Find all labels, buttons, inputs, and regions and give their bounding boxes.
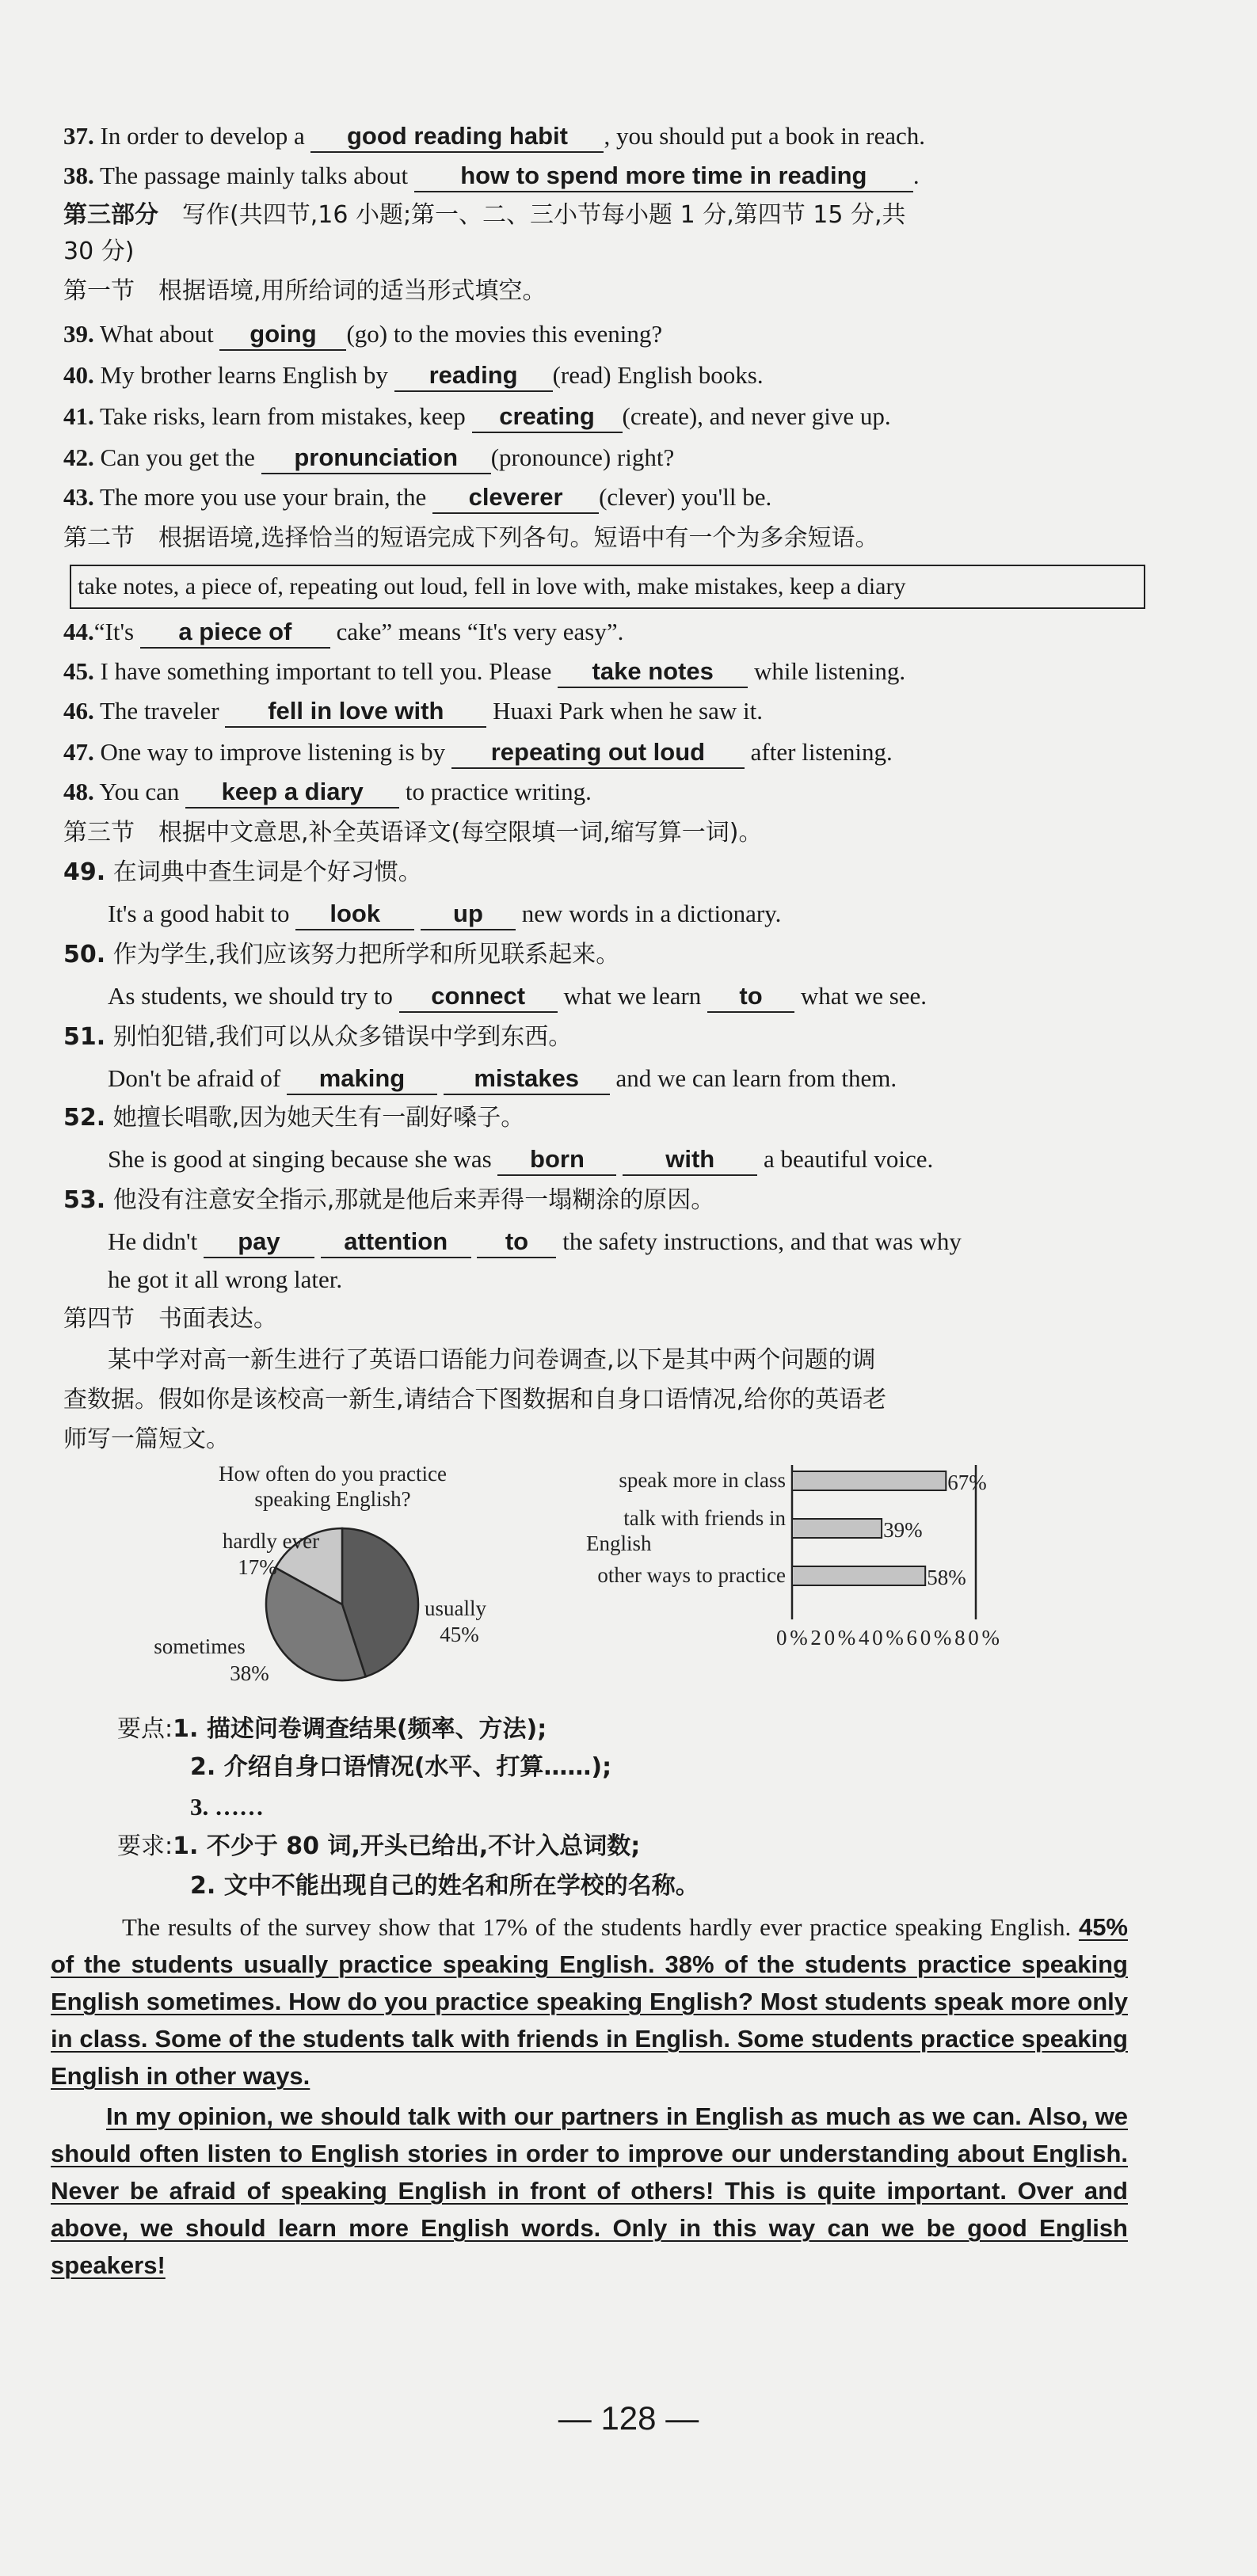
section3-heading: 第三节 根据中文意思,补全英语译文(每空限填一词,缩写算一词)。: [63, 819, 763, 847]
answer-51-2: mistakes: [444, 1064, 610, 1095]
requirement-2: 2. 文中不能出现自己的姓名和所在学校的名称。: [190, 1872, 699, 1900]
bar-category-label-3: other ways to practice: [597, 1563, 786, 1587]
question-44: 44.“It's a piece of cake” means “It's very easy”.: [63, 615, 623, 649]
question-46: 46. The traveler fell in love with Huaxi Park when he saw it.: [63, 694, 763, 729]
pie-label-usually: usually: [425, 1596, 486, 1620]
answer-38: how to spend more time in reading: [414, 161, 913, 192]
question-45: 45. I have something important to tell you. Please take notes while listening.: [63, 654, 905, 689]
pie-label-sometimes: sometimes: [154, 1634, 246, 1658]
pie-chart: [154, 1462, 486, 1685]
pie-label-hardly-ever: hardly ever: [222, 1529, 320, 1553]
question-43: 43. The more you use your brain, the cleverer (clever) you'll be.: [63, 480, 771, 515]
answer-49-1: look: [295, 899, 414, 930]
question-50-en: As students, we should try to connect what we learn to what we see.: [108, 979, 927, 1014]
question-42: 42. Can you get the pronunciation (pronounce) right?: [63, 440, 674, 475]
answer-48: keep a diary: [185, 777, 399, 809]
question-49-en: It's a good habit to look up new words in a dictionary.: [108, 896, 781, 931]
question-39: 39. What about going (go) to the movies this evening?: [63, 317, 662, 352]
question-47: 47. One way to improve listening is by repeating out loud after listening.: [63, 735, 893, 770]
intro-line-1: 某中学对高一新生进行了英语口语能力问卷调查,以下是其中两个问题的调: [108, 1346, 876, 1374]
bar-3: [792, 1566, 925, 1585]
intro-line-3: 师写一篇短文。: [63, 1425, 230, 1453]
answer-52-2: with: [623, 1144, 757, 1176]
essay-answer-paragraph-1: 45% of the students usually practice speaking English. 38% of the students practice speaking English sometimes. How do you practice speaking English? Most students speak more only in class. Some of the students talk with friends in English. Some students practice speaking English in other ways.: [51, 1913, 1128, 2090]
question-37: 37. In order to develop a good reading habit , you should put a book in reach.: [63, 119, 925, 154]
question-53-en: He didn't pay attention to the safety instructions, and that was why: [108, 1224, 962, 1259]
bar-chart: [586, 1465, 1000, 1649]
answer-53-3: to: [477, 1227, 556, 1258]
key-points: 要点:1. 描述问卷调查结果(频率、方法);: [117, 1715, 547, 1743]
answer-47: repeating out loud: [451, 737, 745, 769]
pie-title-line-2: speaking English?: [254, 1487, 411, 1511]
question-52-zh: 52. 她擅长唱歌,因为她天生有一副好嗓子。: [63, 1104, 525, 1132]
question-48: 48. You can keep a diary to practice writing.: [63, 774, 592, 809]
survey-charts: [0, 1449, 1257, 1710]
bar-category-label-1: speak more in class: [619, 1468, 786, 1492]
question-41: 41. Take risks, learn from mistakes, keep creating (create), and never give up.: [63, 399, 891, 434]
answer-50-1: connect: [399, 981, 558, 1013]
answer-46: fell in love with: [225, 696, 486, 728]
pie-value-usually: 45%: [440, 1623, 479, 1646]
bar-category-label-2: talk with friends in: [623, 1506, 786, 1530]
question-53-zh: 53. 他没有注意安全指示,那就是他后来弄得一塌糊涂的原因。: [63, 1186, 715, 1214]
bar-tick-labels: 0%20%40%60%80%: [776, 1626, 1000, 1649]
question-38: 38. The passage mainly talks about how to spend more time in reading .: [63, 158, 920, 193]
bar-2: [792, 1519, 882, 1538]
pie-value-sometimes: 38%: [230, 1661, 269, 1685]
question-49-zh: 49. 在词典中查生词是个好习惯。: [63, 858, 422, 886]
bar-value-label-1: 67%: [947, 1471, 987, 1494]
essay-answer-paragraph-2: In my opinion, we should talk with our partners in English as much as we can. Also, we should often listen to English stories in order to improve our understanding about English. Never be afraid of speaking English in front of others! This is quite important. Over and above, we should learn more English words. Only in this way can we be good English speakers!: [51, 2102, 1128, 2279]
question-51-en: Don't be afraid of making mistakes and we can learn from them.: [108, 1061, 897, 1096]
answer-44: a piece of: [140, 617, 330, 649]
answer-40: reading: [394, 360, 553, 392]
essay-given-start: The results of the survey show that 17% of the students hardly ever practice speaking English.: [122, 1913, 1072, 1941]
answer-52-1: born: [497, 1144, 616, 1176]
bar-1: [792, 1471, 946, 1490]
question-53-en-cont: he got it all wrong later.: [108, 1265, 343, 1293]
bar-category-label-2-cont: English: [586, 1532, 652, 1555]
bar-value-label-3: 58%: [927, 1566, 966, 1589]
phrase-box: take notes, a piece of, repeating out loud, fell in love with, make mistakes, keep a diary: [70, 565, 1145, 609]
pie-value-hardly-ever: 17%: [238, 1555, 277, 1579]
section1-heading: 第一节 根据语境,用所给词的适当形式填空。: [63, 277, 547, 305]
answer-49-2: up: [421, 899, 516, 930]
requirements: 要求:1. 不少于 80 词,开头已给出,不计入总词数;: [117, 1832, 641, 1860]
intro-line-2: 查数据。假如你是该校高一新生,请结合下图数据和自身口语情况,给你的英语老: [63, 1386, 887, 1414]
answer-39: going: [219, 319, 346, 351]
section2-heading: 第二节 根据语境,选择恰当的短语完成下列各句。短语中有一个为多余短语。: [63, 524, 879, 552]
question-51-zh: 51. 别怕犯错,我们可以从众多错误中学到东西。: [63, 1023, 573, 1051]
answer-41: creating: [472, 401, 623, 433]
answer-51-1: making: [287, 1064, 437, 1095]
answer-53-2: attention: [321, 1227, 471, 1258]
answer-42: pronunciation: [261, 443, 491, 474]
question-52-en: She is good at singing because she was born with a beautiful voice.: [108, 1142, 933, 1177]
answer-43: cleverer: [432, 482, 599, 514]
key-point-3: 3. ……: [190, 1793, 264, 1821]
essay: [51, 1908, 1128, 2284]
bar-value-label-2: 39%: [883, 1518, 923, 1542]
part3-heading-cont: 30 分): [63, 238, 135, 265]
answer-50-2: to: [707, 981, 794, 1013]
answer-53-1: pay: [204, 1227, 314, 1258]
part3-heading: 第三部分 写作(共四节,16 小题;第一、二、三小节每小题 1 分,第四节 15 分,共: [63, 201, 906, 229]
answer-37: good reading habit: [310, 121, 604, 153]
section4-heading: 第四节 书面表达。: [63, 1305, 277, 1333]
question-50-zh: 50. 作为学生,我们应该努力把所学和所见联系起来。: [63, 941, 620, 968]
pie-title-line-1: How often do you practice: [219, 1462, 447, 1486]
question-40: 40. My brother learns English by reading (read) English books.: [63, 358, 764, 393]
answer-45: take notes: [558, 656, 748, 688]
key-point-2: 2. 介绍自身口语情况(水平、打算……);: [190, 1753, 612, 1781]
page-number: — 128 —: [558, 2399, 699, 2437]
